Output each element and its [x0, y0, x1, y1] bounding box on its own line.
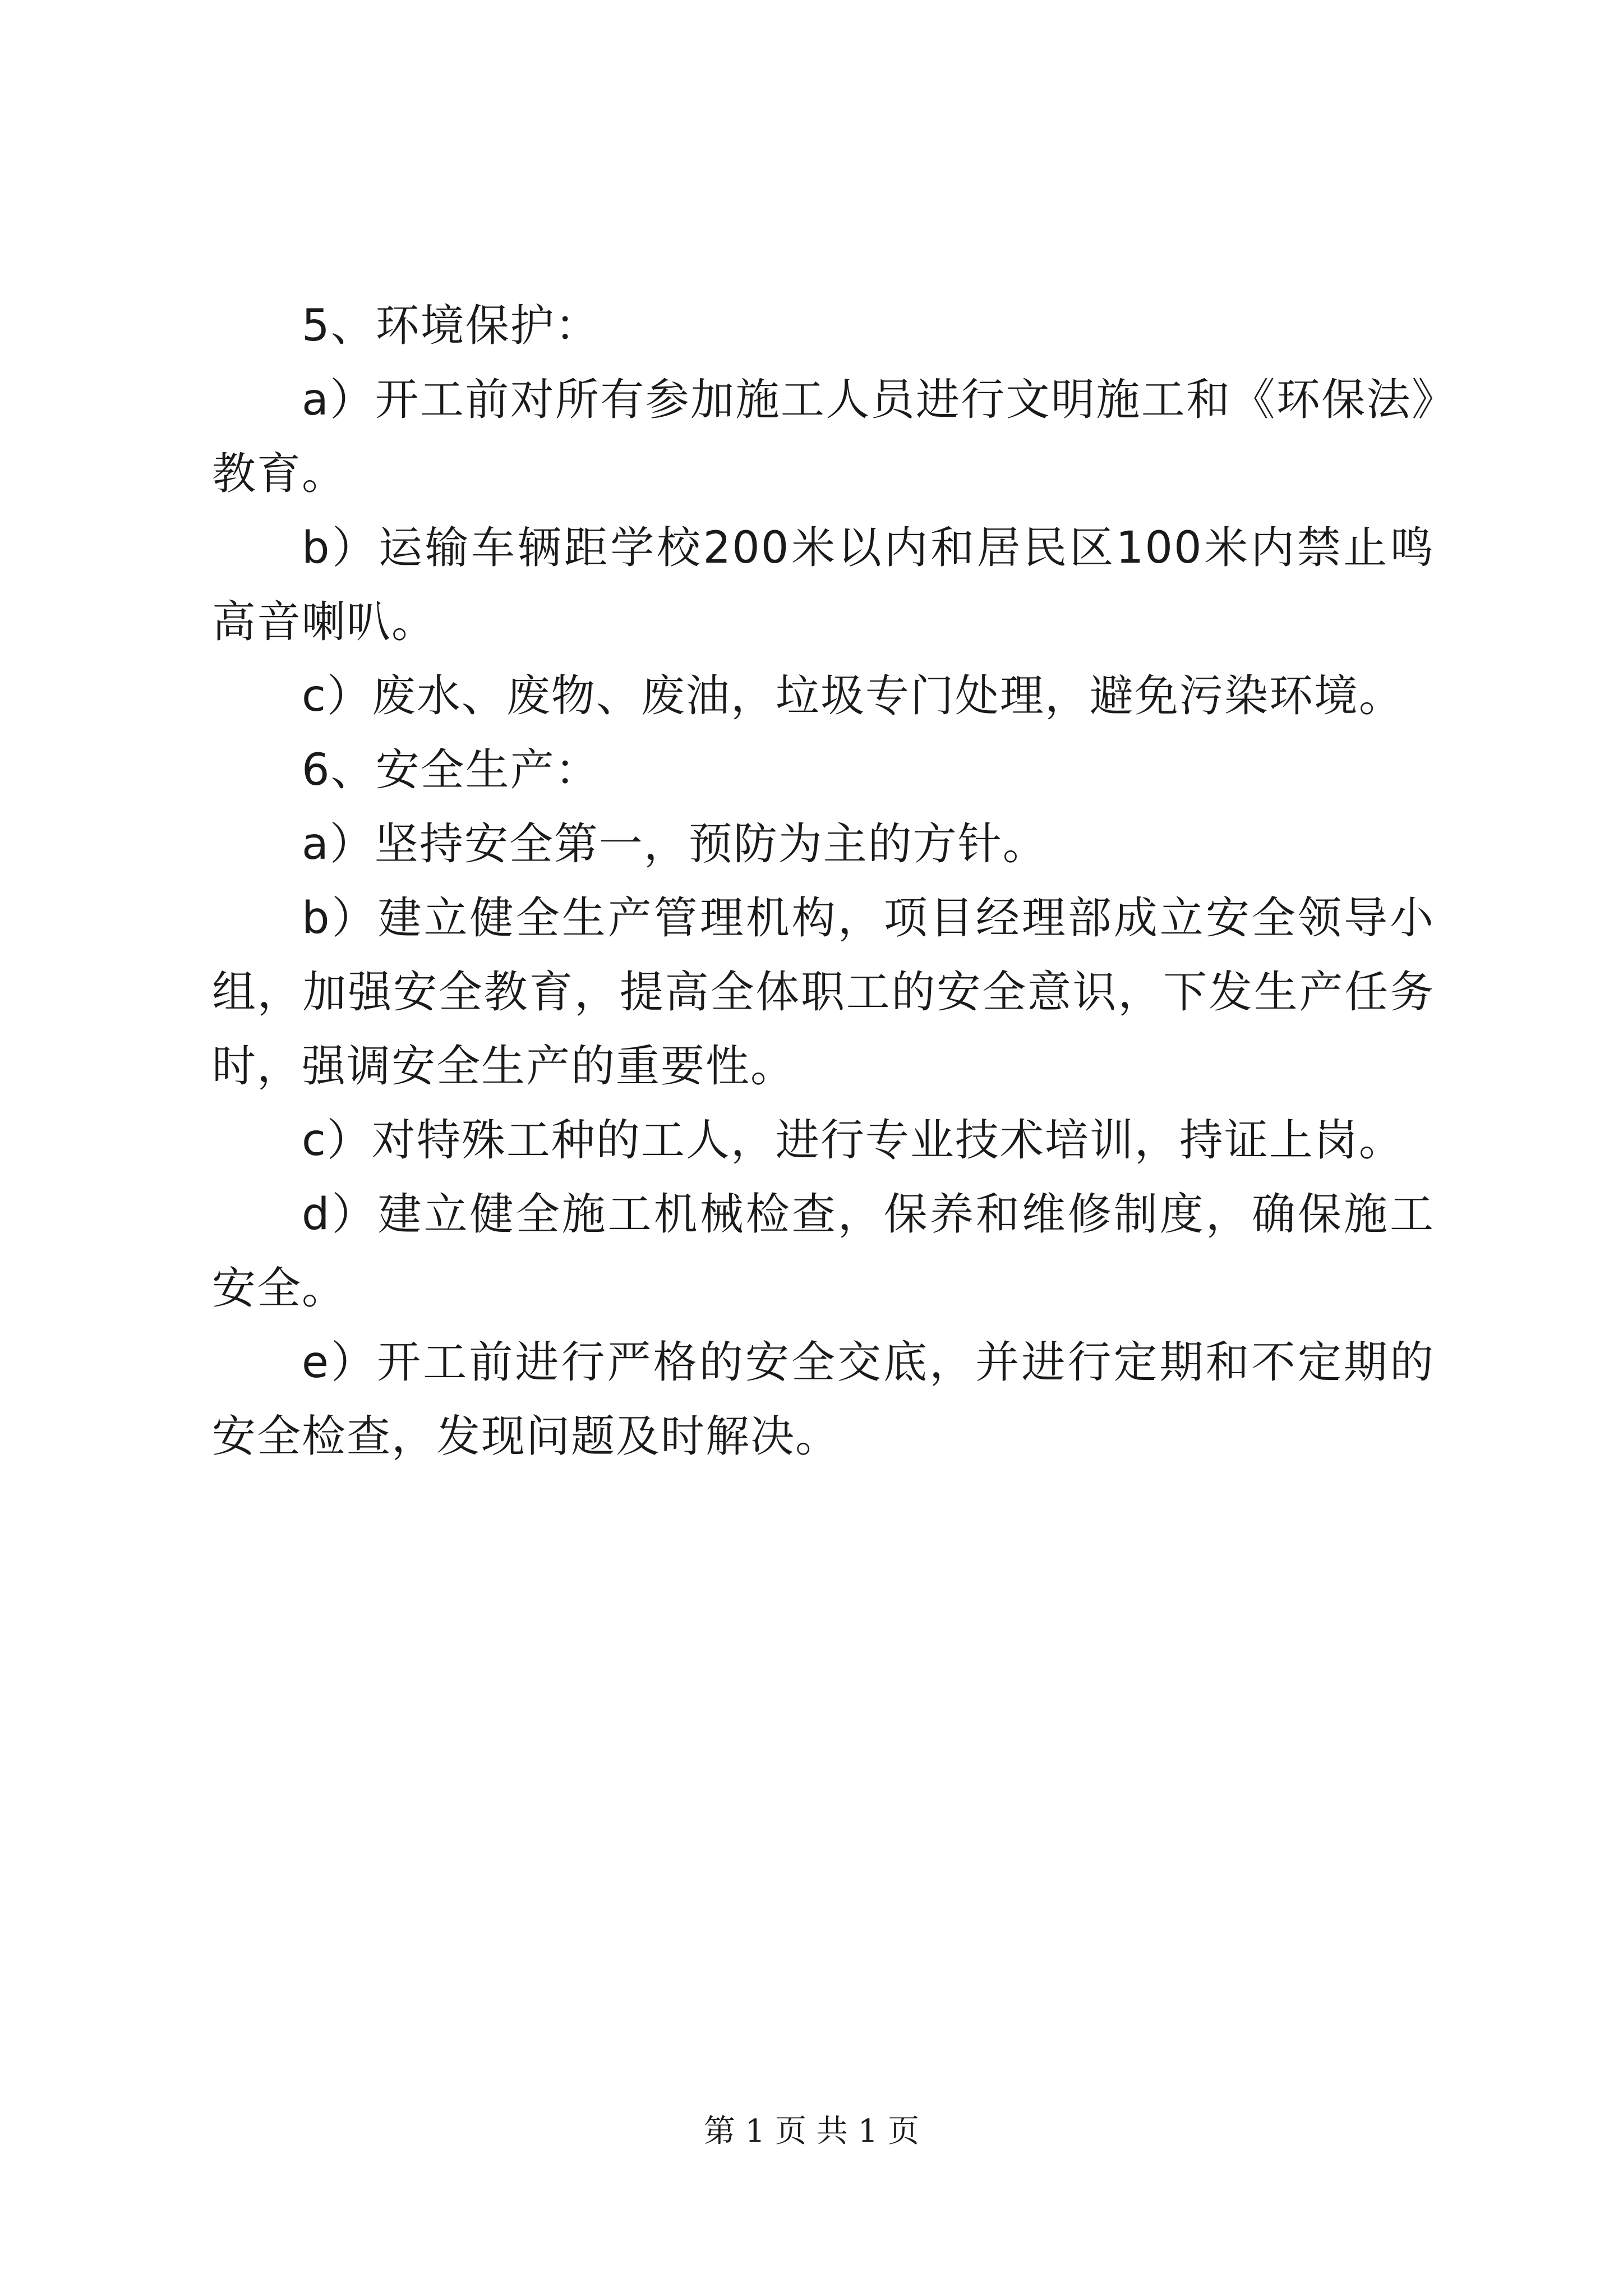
page-number-footer: 第 1 页 共 1 页 [703, 2113, 920, 2150]
paragraph-safety-e: e）开工前进行严格的安全交底，并进行定期和不定期的安全检查，发现问题及时解决。 [212, 1337, 1435, 1462]
paragraph-safety-a: a）坚持安全第一，预防为主的方针。 [302, 819, 1048, 869]
paragraph-safety-b: b）建立健全生产管理机构，项目经理部成立安全领导小组，加强安全教育，提高全体职工的安全意识，下发生产任务时，强调安全生产的重要性。 [212, 893, 1435, 1092]
document-body [212, 289, 1435, 1474]
paragraph-env-b: b）运输车辆距学校200米以内和居民区100米内禁止鸣高音喇叭。 [212, 523, 1435, 647]
paragraph-safety-d: d）建立健全施工机械检查，保养和维修制度，确保施工安全。 [212, 1189, 1435, 1314]
paragraph-safety-c: c）对特殊工种的工人，进行专业技术培训，持证上岗。 [302, 1115, 1404, 1166]
paragraph-env-c: c）废水、废物、废油，垃圾专门处理，避免污染环境。 [302, 671, 1404, 721]
heading-environment-protection: 5、环境保护： [302, 301, 600, 351]
paragraph-env-a: a）开工前对所有参加施工人员进行文明施工和《环保法》教育。 [212, 375, 1435, 499]
heading-safety-production: 6、安全生产： [302, 745, 600, 795]
